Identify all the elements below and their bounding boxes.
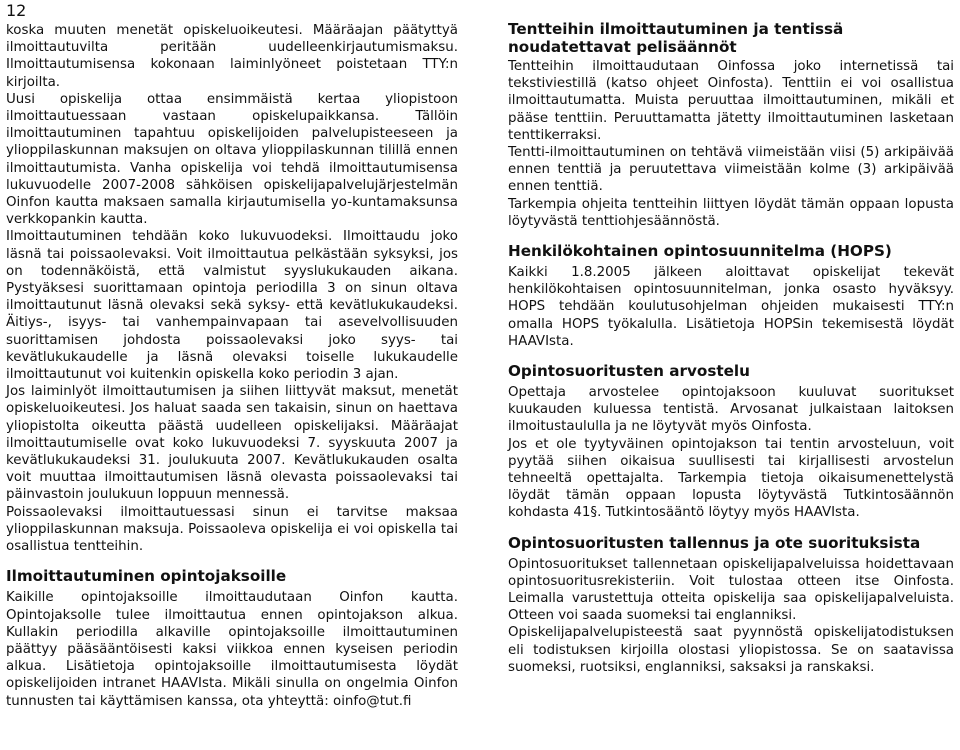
section-heading-transcripts: Opintosuoritusten tallennus ja ote suorituksista: [508, 533, 921, 552]
right-column: [508, 20, 954, 676]
paragraph: Tentti-ilmoittautuminen on tehtävä viimeistään viisi (5) arkipäivää ennen tenttiä ja peruutettava viimeistään kolme (3) arkipäivää ennen tenttiä.: [508, 145, 954, 195]
paragraph: Kaikki 1.8.2005 jälkeen aloittavat opiskelijat tekevät henkilökohtaisen opintosuunnitelman, jonka osasto hyväksyy. HOPS tehdään koulutusohjelman ohjeiden mukaisesti TTY:n omalla HOPS työkalulla. Lisätietoja HOPSin tekemisestä löydät HAAVIsta.: [508, 265, 954, 349]
page-number: 12: [6, 1, 27, 20]
paragraph: koska muuten menetät opiskeluoikeutesi. Määräajan päätyttyä ilmoittautuvilta peritään uudelleenkirjautumismaksu. Ilmoittautumisensa kokonaan laiminlyöneet poistetaan TTY:n kirjoilta.: [6, 23, 458, 90]
paragraph: Opintosuoritukset tallennetaan opiskelijapalveluissa hoidettavaan opintosuoritusrekisteriin. Voit tulostaa otteen itse Oinfosta. Leimalla varustettuja otteita opiskelija saa opiskelijapalveluista. Otteen voi saada suomeksi tai englanniksi.: [508, 556, 954, 624]
paragraph: Uusi opiskelija ottaa ensimmäistä kertaa yliopistoon ilmoittautuessaan vastaan opiskelupaikkansa. Tällöin ilmoittautuminen tapahtuu opiskelijoiden palvelupisteeseen ja ylioppilaskunnan maksujen on oltava ylioppilaskunnan tilillä ennen ilmoittautumista. Vanha opiskelija voi tehdä ilmoittautumisensa lukuvuodelle 2007-2008 sähköisen opiskelijapalvelujärjestelmän Oinfon kautta maksaen samalla kirjautumisella yo-kuntamaksunsa verkkopankin kautta.: [6, 91, 458, 228]
section-heading-course-registration: Ilmoittautuminen opintojaksoille: [6, 567, 287, 586]
section-heading-hops: Henkilökohtainen opintosuunnitelma (HOPS): [508, 242, 892, 261]
paragraph: Poissaolevaksi ilmoittautuessasi sinun ei tarvitse maksaa ylioppilaskunnan maksuja. Poissaoleva opiskelija ei voi opiskella tai osallistua tentteihin.: [6, 504, 458, 555]
paragraph: Jos laiminlyöt ilmoittautumisen ja siihen liittyvät maksut, menetät opiskeluoikeutesi. Jos haluat saada sen takaisin, sinun on haettava yliopistolta oikeutta päästä uudelleen opiskelijaksi. Määräajat ilmoittautumiselle ovat koko lukuvuodeksi 7. syyskuuta 2007 ja kevätlukukaudeksi 31. joulukuuta 2007. Kevätlukukauden osalta voit muuttaa ilmoittautumisen läsnä olevasta poissaolevaksi tai päinvastoin joulukuun loppuun mennessä.: [6, 384, 458, 503]
paragraph: Ilmoittautuminen tehdään koko lukuvuodeksi. Ilmoittaudu joko läsnä tai poissaolevaksi. Voit ilmoittautua pelkästään syksyksi, jos on todennäköistä, että valmistut syyslukukauden aikana. Pystyäksesi suorittamaan opintoja periodilla 3 on sinun oltava ilmoittautunut läsnä olevaksi sekä syksy- että kevätlukukaudeksi. Äitiys-, isyys- tai vanhempainvapaan tai asevelvollisuuden suorittamisen johdosta poissaolevaksi joko syys- tai kevätlukukaudelle ja läsnä olevaksi toiselle lukukaudelle ilmoittautunut voi kuitenkin opiskella koko periodin 3 ajan.: [6, 229, 458, 383]
paragraph: Kaikille opintojaksoille ilmoittaudutaan Oinfon kautta. Opintojaksolle tulee ilmoittautua ennen opintojakson alkua. Kullakin periodilla alkaville opintojaksoille ilmoittautuminen päättyy pääsääntöisesti kaksi viikkoa ennen kyseisen periodin alkua. Lisätietoja opintojaksoille ilmoittautumisesta löydät opiskelijoiden intranet HAAVIsta. Mikäli sinulla on ongelmia Oinfon tunnusten tai käyttämisen kanssa, ota yhteyttä: oinfo@tut.fi: [6, 590, 458, 709]
paragraph: Opiskelijapalvelupisteestä saat pyynnöstä opiskelijatodistuksen eli todistuksen kirjoilla olostasi yliopistossa. Se on saatavissa suomeksi, ruotsiksi, englanniksi, saksaksi ja ranskaksi.: [508, 625, 954, 675]
left-column: [6, 22, 458, 710]
paragraph: Tentteihin ilmoittaudutaan Oinfossa joko internetissä tai tekstiviestillä (katso ohjeet Oinfosta). Tenttiin ei voi osallistua ilmoittautumatta. Muista peruuttaa ilmoittautuminen, mikäli et pääse tenttiin. Peruuttamatta jätetty ilmoittautuminen lasketaan tenttikerraksi.: [508, 59, 954, 143]
paragraph: Tarkempia ohjeita tentteihin liittyen löydät tämän oppaan lopusta löytyvästä tenttiohjesäännöstä.: [508, 196, 954, 229]
paragraph: Jos et ole tyytyväinen opintojakson tai tentin arvosteluun, voit pyytää siihen oikaisua suullisesti tai kirjallisesti arvostelun tehneeltä opettajalta. Tarkempia tietoja oikaisumenettelystä löydät tämän oppaan lopusta löytyvästä Tutkintosäännön kohdasta 41§. Tutkintosääntö löytyy myös HAAVIsta.: [508, 436, 954, 521]
paragraph: Opettaja arvostelee opintojaksoon kuuluvat suoritukset kuukauden kuluessa tentistä. Arvosanat julkaistaan laitoksen ilmoitustaululla ja ne löytyvät myös Oinfosta.: [508, 385, 954, 435]
section-heading-exam-registration: Tentteihin ilmoittautuminen ja tentissä noudatettavat pelisäännöt: [508, 20, 844, 56]
section-heading-grading: Opintosuoritusten arvostelu: [508, 362, 750, 381]
